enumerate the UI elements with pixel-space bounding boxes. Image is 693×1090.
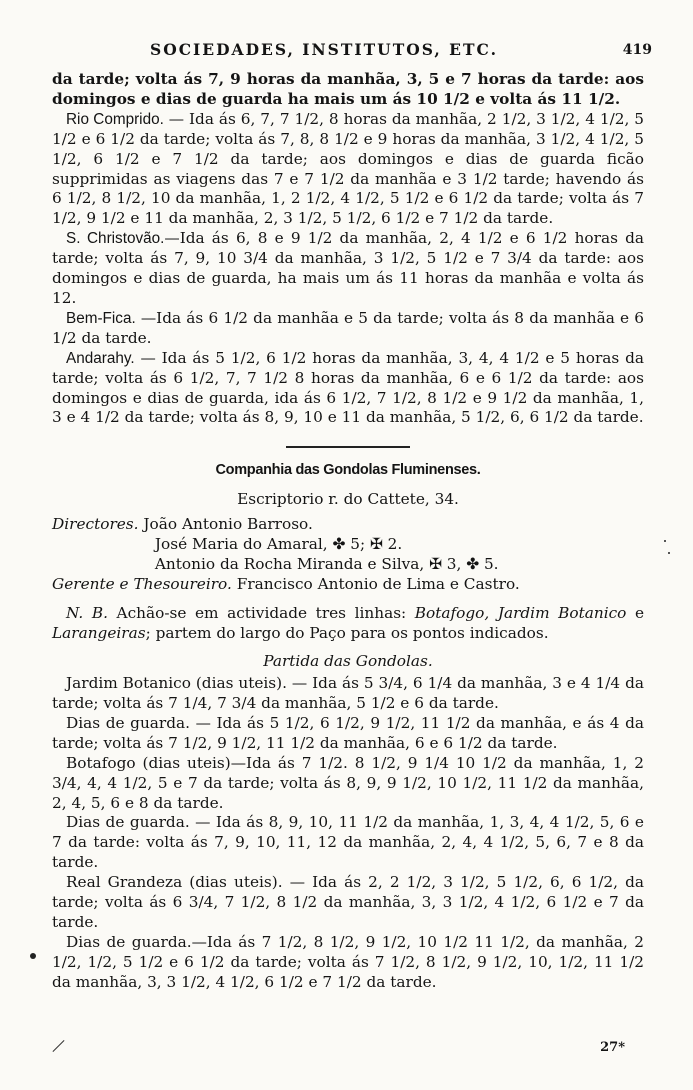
staff-row — [52, 554, 644, 574]
page-header — [52, 40, 652, 70]
speck — [664, 540, 666, 542]
staff-person: José Maria do Amaral, ✤ 5; ✠ 2. — [154, 535, 403, 554]
schedule-paragraph: Real Grandeza (dias uteis). — Ida ás 2, 2 1/2, 3 1/2, 5 1/2, 6, 6 1/2, da tarde; volta ás 6 3/4, 7 1/2, 8 1/2 da manhãa, 3, 3 1/2, 4 1/2, 6 1/2 e 7 da tarde. — [52, 873, 644, 931]
nota-bene — [52, 604, 644, 644]
route-name: Bem-Fica. — [66, 309, 136, 327]
schedule-paragraph: Dias de guarda. — Ida ás 5 1/2, 6 1/2, 9 1/2, 11 1/2 da manhãa, e ás 4 da tarde; volta ás 7 1/2, 9 1/2, 11 1/2 da manhãa, 6 e 6 1/2 da tarde. — [52, 713, 644, 752]
staff-person: Antonio da Rocha Miranda e Silva, ✠ 3, ✤ 5. — [154, 555, 499, 574]
staff-role: Directores. — [52, 515, 139, 534]
page-number: 419 — [622, 42, 652, 58]
company-office: Escriptorio r. do Cattete, 34. — [237, 490, 459, 509]
nb-lines: Botafogo, Jardim Botanico — [414, 604, 627, 623]
route-paragraph — [52, 110, 644, 229]
route-paragraph — [52, 229, 644, 309]
route-paragraph — [52, 349, 644, 429]
section-divider — [286, 446, 410, 448]
route-schedule: —Ida ás 6 1/2 da manhãa e 5 da tarde; volta ás 8 da manhãa e 6 1/2 da tarde. — [52, 308, 644, 347]
running-head: SOCIEDADES, INSTITUTOS, ETC. — [150, 40, 498, 59]
staff-row — [52, 574, 644, 594]
route-name: Rio Comprido. — [66, 110, 164, 128]
route-name: Andarahy. — [66, 349, 135, 367]
speck — [668, 552, 670, 554]
route-schedule: —Ida ás 6, 8 e 9 1/2 da manhãa, 2, 4 1/2 e 6 1/2 horas da tarde; volta ás 7, 9, 10 3/4 da manhãa, 3 1/2, 5 1/2 e 7 3/4 da tarde: aos domingos e dias de guarda, ha mais um ás 11 horas da manhãa e volta ás 12. — [52, 229, 645, 307]
schedule-paragraph: Dias de guarda. — Ida ás 8, 9, 10, 11 1/2 da manhãa, 1, 3, 4, 4 1/2, 5, 6 e 7 da tarde: volta ás 7, 9, 10, 11, 12 da manhãa, 2, 4, 4 1/2, 5, 6, 7 e 8 da tarde. — [52, 813, 644, 872]
staff-role: Gerente e Thesoureiro. — [52, 575, 232, 594]
schedule-paragraph: Botafogo (dias uteis)—Ida ás 7 1/2. 8 1/2, 9 1/4 10 1/2 da manhãa, 1, 2 3/4, 4, 4 1/2, 5 e 7 da tarde; volta ás 8, 9, 9 1/2, 10 1/2, 11 1/2 da manhãa, 2, 4, 5, 6 e 8 da tarde. — [52, 753, 644, 812]
staff-row — [52, 514, 644, 534]
departure-schedules — [52, 674, 644, 993]
staff-person: Francisco Antonio de Lima e Castro. — [236, 575, 520, 594]
route-name: S. Christovão. — [66, 230, 165, 248]
margin-mark — [30, 953, 36, 959]
departures-heading: Partida das Gondolas. — [263, 652, 433, 671]
intro-paragraph: da tarde; volta ás 7, 9 horas da manhãa, 3, 5 e 7 horas da tarde: aos domingos e dias de guarda ha mais um ás 10 1/2 e volta ás 11 1/2. — [52, 70, 644, 108]
pencil-mark — [52, 1040, 64, 1052]
route-schedule: — Ida ás 6, 7, 7 1/2, 8 horas da manhãa, 2 1/2, 3 1/2, 4 1/2, 5 1/2 e 6 1/2 da tarde; volta ás 7, 8, 8 1/2 e 9 horas da manhãa, 3 1/2, 4 1/2, 5 1/2, 6 1/2 e 7 1/2 da tarde; aos domingos e dias de guarda ficão supprimidas as viagens das 7 e 7 1/2 da manhãa e 3 1/2 tarde; havendo ás 6 1/2, 8 1/2, 10 da manhãa, 1, 2 1/2, 4 1/2, 5 1/2 e 6 1/2 da tarde; volta ás 7 1/2, 9 1/2 e 11 da manhãa, 2, 3 1/2, 5 1/2, 6 1/2 e 7 1/2 da tarde. — [52, 109, 644, 228]
nb-text: Achão-se em actividade tres linhas: — [107, 604, 415, 623]
schedule-paragraph: Dias de guarda.—Ida ás 7 1/2, 8 1/2, 9 1/2, 10 1/2 11 1/2, da manhãa, 2 1/2, 1/2, 5 1/2 e 6 1/2 da tarde; volta ás 7 1/2, 8 1/2, 9 1/2, 10, 1/2, 11 1/2 da manhãa, 3, 3 1/2, 4 1/2, 6 1/2 e 7 1/2 da tarde. — [52, 932, 644, 991]
schedule-paragraph: Jardim Botanico (dias uteis). — Ida ás 5 3/4, 6 1/4 da manhãa, 3 e 4 1/4 da tarde; volta ás 7 1/4, 7 3/4 da manhãa, 5 1/2 e 6 da tarde. — [52, 674, 644, 713]
route-paragraph — [52, 309, 644, 349]
route-schedule: — Ida ás 5 1/2, 6 1/2 horas da manhãa, 3, 4, 4 1/2 e 5 horas da tarde; volta ás 6 1/2, 7, 7 1/2 8 horas da manhãa, 6 e 6 1/2 da tarde: aos domingos e dias de guarda, ida ás 6 1/2, 7 1/2, 8 1/2 e 9 1/2 da manhãa, 1, 3 e 4 1/2 da tarde; volta ás 8, 9, 10 e 11 da manhãa, 5 1/2, 6, 6 1/2 da tarde. — [52, 348, 644, 427]
staff-person: João Antonio Barroso. — [143, 515, 313, 534]
nb-lines: Larangeiras — [52, 624, 146, 643]
page — [52, 40, 652, 993]
company-title: Companhia das Gondolas Fluminenses. — [215, 462, 481, 479]
staff-row — [52, 534, 644, 554]
nb-label: N. B. — [66, 604, 108, 623]
signature-mark: 27* — [600, 1040, 625, 1055]
nb-text: e — [626, 604, 645, 623]
nb-text: ; partem do largo do Paço para os pontos indicados. — [145, 624, 549, 643]
